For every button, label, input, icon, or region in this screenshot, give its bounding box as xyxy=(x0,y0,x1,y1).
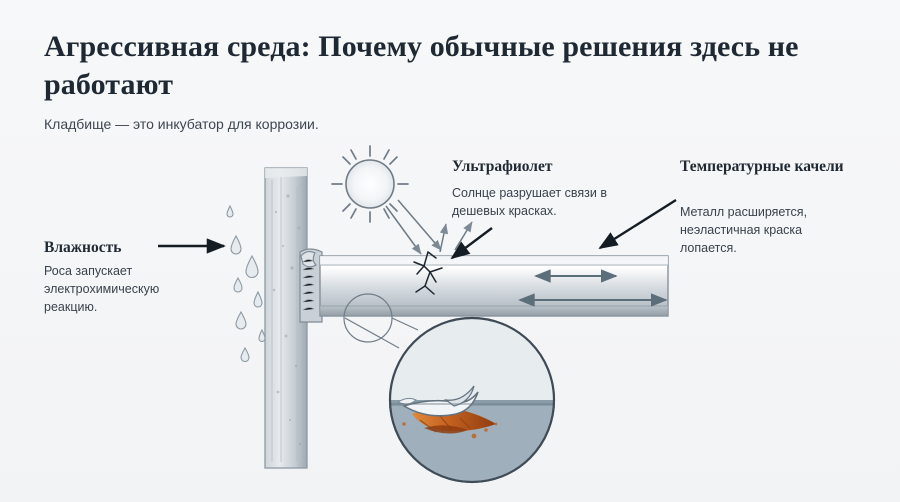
annotation-title-uv: Ультрафиолет xyxy=(452,158,553,175)
annotation-text-uv: Солнце разрушает связи в дешевых красках. xyxy=(452,186,607,219)
page-subtitle: Кладбище — это инкубатор для коррозии. xyxy=(44,116,319,132)
annotation-title-temperature: Температурные качели xyxy=(680,158,844,175)
metal-beam xyxy=(300,249,668,322)
page-title: Агрессивная среда: Почему обычные решения здесь не работают xyxy=(44,30,799,101)
annotation-title-humidity: Влажность xyxy=(44,239,122,256)
arrow-uv xyxy=(452,228,492,258)
annotation-text-temperature: Металл расширяется, неэластичная краска лопается. xyxy=(680,205,808,256)
magnifier-circle xyxy=(390,318,554,482)
sun-icon xyxy=(332,146,408,222)
annotation-text-humidity: Роса запускает электрохимическую реакцию. xyxy=(44,264,160,315)
water-droplets xyxy=(227,206,265,362)
